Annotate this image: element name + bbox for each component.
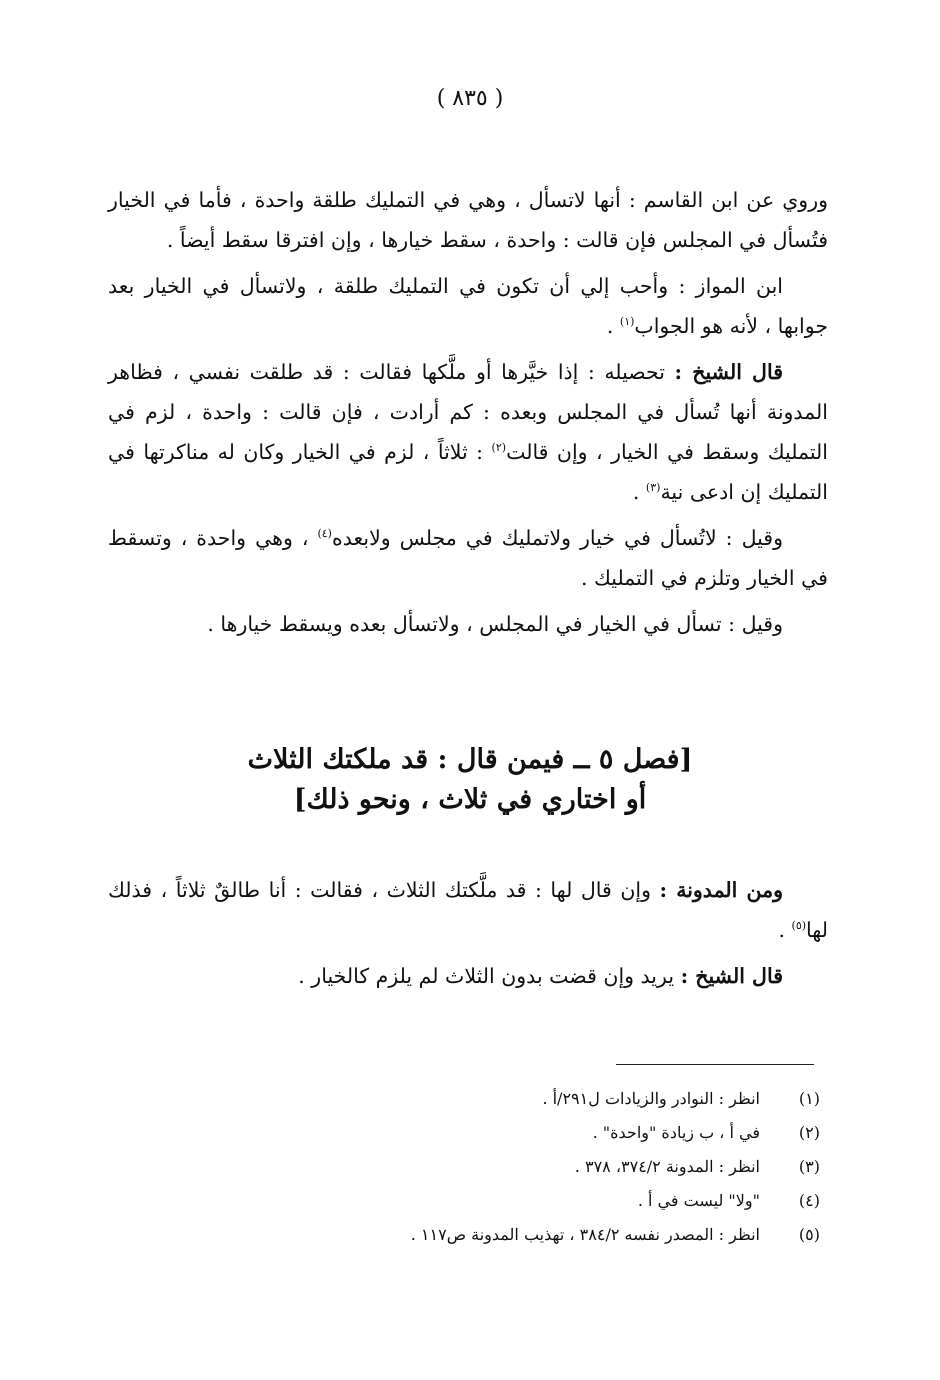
footnote-ref: (٢) — [491, 441, 507, 455]
paragraph-3: قال الشيخ : تحصيله : إذا خيَّرها أو ملَّكها فقالت : قد طلقت نفسي ، فظاهر المدونة أنها تُسأل في المجلس وبعده : كم أرادت ، فإن قالت : واحدة ، لزم في التمليك وسقط في الخيار ، وإن قالت$^{(٢)}$ : ثلاثاً ، لزم في الخيار وكان له مناكرتها في التمليك إن ادعى نية$^{(٣)}$ . — [108, 360, 828, 504]
page-number: ( ٨٣٥ ) — [436, 86, 504, 111]
footnote-ref: (١) — [619, 315, 635, 329]
footnote-number: (٣) — [798, 1157, 820, 1176]
footnote — [300, 1150, 820, 1184]
paragraph-lead: قال الشيخ : — [680, 964, 783, 988]
footnote-separator — [616, 1064, 814, 1065]
footnote-text: انظر : المصدر نفسه ٣٨٤/٢ ، تهذيب المدونة ص١١٧ . — [410, 1225, 760, 1244]
heading-line-2: أو اختاري في ثلاث ، ونحو ذلك] — [293, 784, 647, 815]
footnote-text: "ولا" ليست في أ . — [637, 1191, 760, 1210]
section-paragraph-2: قال الشيخ : يريد وإن قضت بدون الثلاث لم يلزم كالخيار . — [298, 964, 783, 988]
footnote — [300, 1218, 820, 1252]
paragraph-4: وقيل : لاتُسأل في خيار ولاتمليك في مجلس ولابعده$^{(٤)}$ ، وهي واحدة ، وتسقط في الخيار وتلزم في التمليك . — [108, 526, 828, 590]
footnote-text: في أ ، ب زيادة "واحدة" . — [592, 1123, 760, 1142]
footnotes — [300, 1082, 820, 1252]
main-text — [108, 180, 828, 650]
footnote-ref: (٣) — [645, 481, 661, 495]
section-text — [108, 870, 828, 1002]
paragraph-lead: ومن المدونة : — [659, 878, 783, 902]
paragraph-5: وقيل : تسأل في الخيار في المجلس ، ولاتسأل بعده ويسقط خيارها . — [207, 612, 783, 636]
footnote-ref: (٥) — [791, 919, 807, 933]
footnote-ref: (٤) — [317, 527, 332, 541]
footnote-number: (٢) — [798, 1123, 820, 1142]
footnote-text: انظر : النوادر والزيادات ل٢٩١/أ . — [542, 1089, 760, 1108]
footnote-number: (٥) — [798, 1225, 820, 1244]
section-heading — [0, 740, 940, 820]
paragraph-2: ابن المواز : وأحب إلي أن تكون في التمليك طلقة ، ولاتسأل في الخيار بعد جوابها ، لأنه هو الجواب$^{(١)}$ . — [108, 274, 828, 338]
footnote — [300, 1082, 820, 1116]
paragraph-1: وروي عن ابن القاسم : أنها لاتسأل ، وهي في التمليك طلقة واحدة ، فأما في الخيار فتُسأل في المجلس فإن قالت : واحدة ، سقط خيارها ، وإن افترقا سقط أيضاً . — [108, 188, 828, 252]
footnote-number: (١) — [798, 1089, 820, 1108]
heading-line-1: [فصل ٥ ــ فيمن قال : قد ملكتك الثلاث — [247, 744, 693, 775]
section-paragraph-1: ومن المدونة : وإن قال لها : قد ملَّكتك الثلاث ، فقالت : أنا طالقٌ ثلاثاً ، فذلك لها$^{(٥)}$ . — [108, 878, 828, 942]
footnote — [300, 1116, 820, 1150]
footnote — [300, 1184, 820, 1218]
footnote-number: (٤) — [798, 1191, 820, 1210]
paragraph-lead: قال الشيخ : — [674, 360, 783, 384]
footnote-text: انظر : المدونة ٣٧٤/٢، ٣٧٨ . — [574, 1157, 760, 1176]
